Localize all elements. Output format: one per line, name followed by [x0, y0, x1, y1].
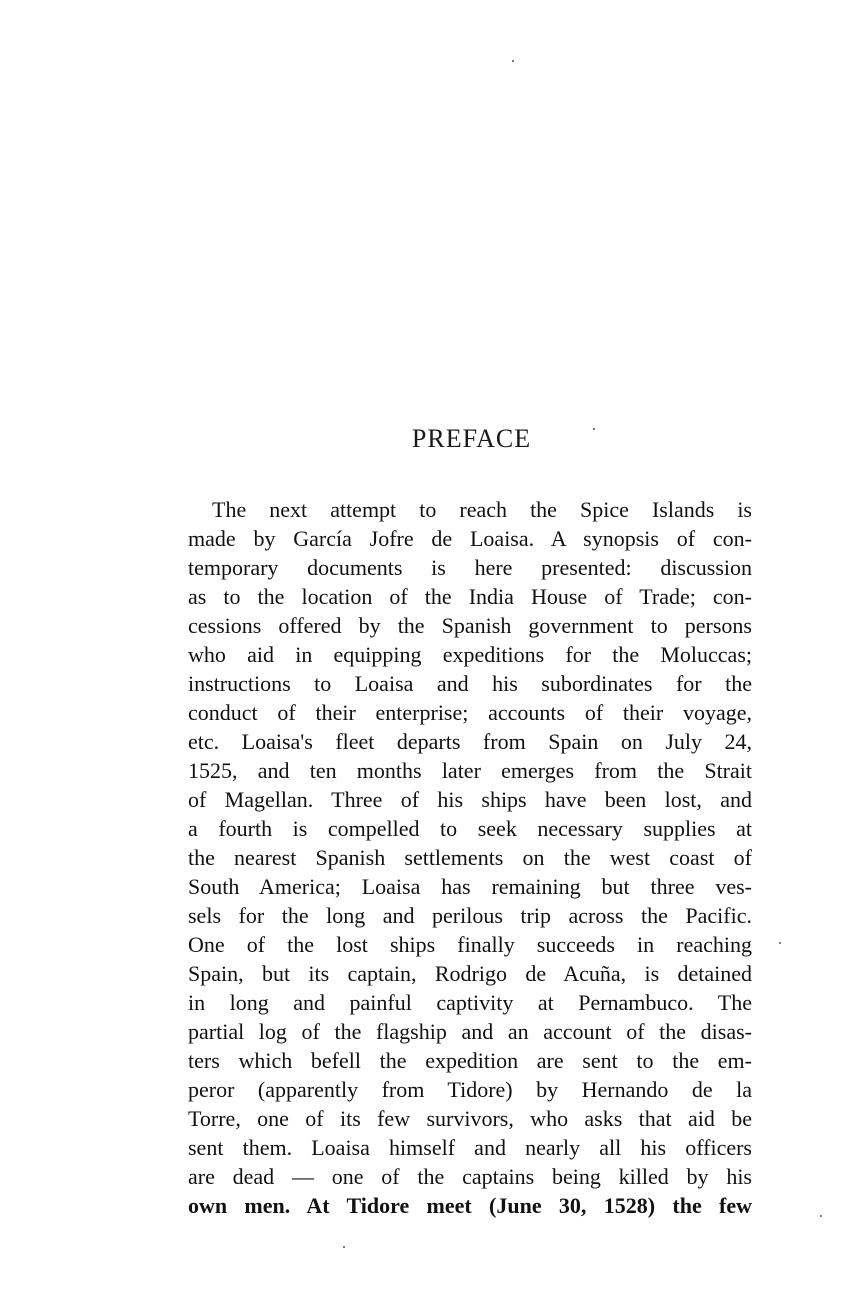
text-line: peror (apparently from Tidore) by Hernando de la [188, 1077, 752, 1102]
text-line: temporary documents is here presented: discussion [188, 555, 752, 580]
text-line: made by García Jofre de Loaisa. A synopsis of con- [188, 526, 752, 551]
text-line: of Magellan. Three of his ships have been lost, and [188, 787, 752, 812]
text-line: The next attempt to reach the Spice Islands is [212, 497, 752, 522]
text-line: partial log of the flagship and an account of the disas- [188, 1019, 752, 1044]
scan-speck [820, 1215, 822, 1217]
text-line: instructions to Loaisa and his subordinates for the [188, 671, 752, 696]
text-line: etc. Loaisa's fleet departs from Spain on July 24, [188, 729, 752, 754]
text-line: a fourth is compelled to seek necessary supplies at [188, 816, 752, 841]
text-line: South America; Loaisa has remaining but three ves- [188, 874, 752, 899]
text-line: in long and painful captivity at Pernambuco. The [188, 990, 752, 1015]
text-line: the nearest Spanish settlements on the west coast of [188, 845, 752, 870]
text-line: Spain, but its captain, Rodrigo de Acuña, is detained [188, 961, 752, 986]
text-line: cessions offered by the Spanish government to persons [188, 613, 752, 638]
text-line: 1525, and ten months later emerges from the Strait [188, 758, 752, 783]
text-line: ters which befell the expedition are sent to the em- [188, 1048, 752, 1073]
text-line: One of the lost ships finally succeeds in reaching [188, 932, 752, 957]
text-line: sent them. Loaisa himself and nearly all his officers [188, 1135, 752, 1160]
scan-speck [512, 60, 514, 62]
text-line: Torre, one of its few survivors, who asks that aid be [188, 1106, 752, 1131]
page-heading: PREFACE [411, 424, 532, 453]
text-line: as to the location of the India House of Trade; con- [188, 584, 752, 609]
text-line: who aid in equipping expeditions for the Moluccas; [188, 642, 752, 667]
text-line: conduct of their enterprise; accounts of their voyage, [188, 700, 752, 725]
text-line: sels for the long and perilous trip across the Pacific. [188, 903, 752, 928]
text-line: own men. At Tidore meet (June 30, 1528) the few [188, 1193, 752, 1218]
scan-speck [593, 428, 595, 430]
scan-speck [779, 942, 781, 944]
scan-speck [343, 1246, 345, 1248]
text-line: are dead — one of the captains being killed by his [188, 1164, 752, 1189]
